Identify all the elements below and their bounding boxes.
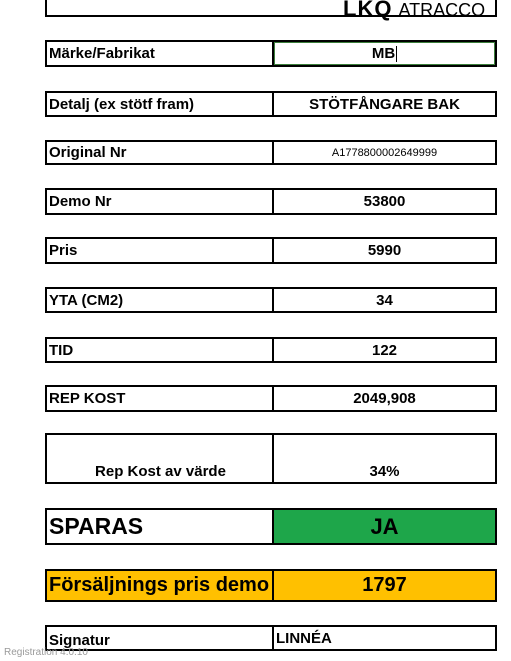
logo-main: LKQ <box>343 0 393 21</box>
row-signature <box>45 625 497 651</box>
time-cell[interactable]: 122 <box>371 341 398 359</box>
footer-version: Registration 4.0.10 <box>4 647 88 658</box>
row-time <box>45 337 497 363</box>
row-detail <box>45 91 497 117</box>
make-value: MB <box>371 45 396 62</box>
rep-cost-of-value-cell[interactable]: 34% <box>369 463 400 480</box>
row-price <box>45 237 497 264</box>
save-cell[interactable]: JA <box>274 510 495 543</box>
label-time: TID <box>47 339 274 361</box>
row-rep-cost-of-value <box>45 433 497 484</box>
label-signature: Signatur <box>47 627 274 649</box>
logo-sub: ATRACCO <box>398 0 486 20</box>
demo-nr-cell[interactable]: 53800 <box>363 193 406 210</box>
detail-cell[interactable]: STÖTFÅNGARE BAK <box>309 95 460 113</box>
row-rep-cost <box>45 385 497 412</box>
row-make <box>45 40 497 67</box>
row-sale-price <box>45 569 497 602</box>
label-make: Märke/Fabrikat <box>47 42 274 65</box>
original-nr-cell[interactable]: A1778800002649999 <box>331 146 438 159</box>
label-area: YTA (CM2) <box>47 289 274 311</box>
label-rep-cost-of-value: Rep Kost av värde <box>47 435 274 482</box>
signature-cell[interactable]: LINNÉA <box>276 629 332 647</box>
label-original-nr: Original Nr <box>47 142 274 163</box>
row-original-nr <box>45 140 497 165</box>
row-area <box>45 287 497 313</box>
label-sale-price: Försäljnings pris demo <box>47 571 274 600</box>
area-cell[interactable]: 34 <box>376 291 393 309</box>
label-rep-cost: REP KOST <box>47 387 274 410</box>
label-price: Pris <box>47 239 274 262</box>
sale-price-cell[interactable]: 1797 <box>274 571 495 600</box>
row-demo-nr <box>45 188 497 215</box>
rep-cost-cell[interactable]: 2049,908 <box>353 390 416 407</box>
text-cursor <box>396 46 397 62</box>
make-input[interactable] <box>274 42 495 65</box>
lkq-atracco-logo <box>343 0 485 22</box>
label-demo-nr: Demo Nr <box>47 190 274 213</box>
row-save <box>45 508 497 545</box>
label-detail: Detalj (ex stötf fram) <box>47 93 274 115</box>
label-save: SPARAS <box>47 510 274 543</box>
price-cell[interactable]: 5990 <box>367 242 402 259</box>
